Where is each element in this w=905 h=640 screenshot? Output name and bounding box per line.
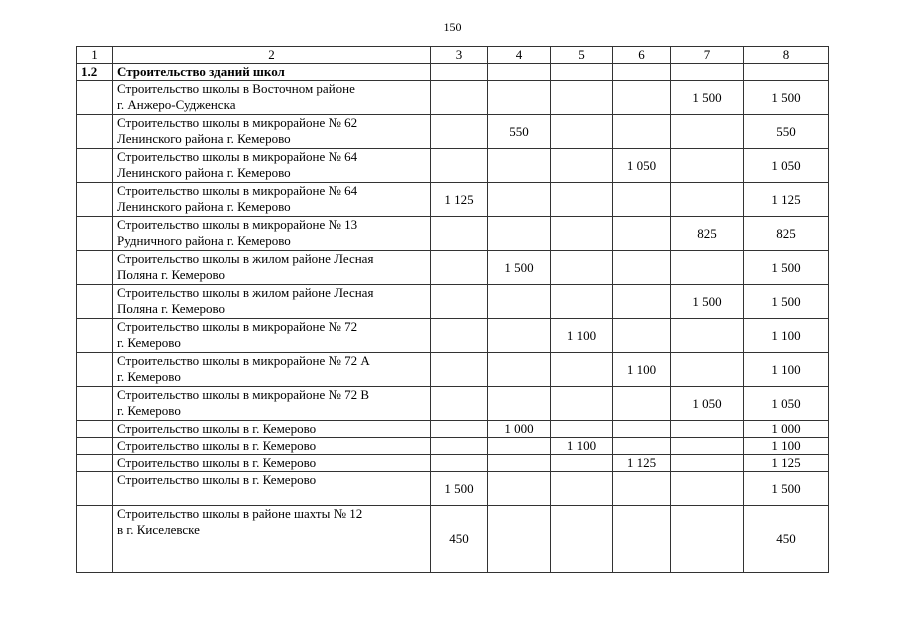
row-total: 825 <box>744 217 829 251</box>
table-row <box>77 319 829 353</box>
row-code-cell <box>77 455 113 472</box>
amount-cell <box>488 319 551 353</box>
amount-cell: 550 <box>488 115 551 149</box>
amount-cell <box>671 455 744 472</box>
amount-cell <box>431 285 488 319</box>
project-name: Строительство школы в микрорайоне № 64 Ленинского района г. Кемерово <box>113 183 431 217</box>
column-header: 7 <box>671 47 744 64</box>
section-code: 1.2 <box>77 64 113 81</box>
table-row <box>77 183 829 217</box>
amount-cell <box>613 115 671 149</box>
project-name: Строительство школы в микрорайоне № 72 А г. Кемерово <box>113 353 431 387</box>
project-name: Строительство школы в районе шахты № 12 в г. Киселевске <box>113 506 431 573</box>
section-row <box>77 64 829 81</box>
amount-cell: 1 100 <box>551 438 613 455</box>
amount-cell: 1 125 <box>613 455 671 472</box>
amount-cell <box>488 217 551 251</box>
amount-cell <box>488 353 551 387</box>
row-total: 1 500 <box>744 472 829 506</box>
row-code-cell <box>77 285 113 319</box>
column-header: 3 <box>431 47 488 64</box>
amount-cell <box>551 149 613 183</box>
amount-cell: 1 050 <box>671 387 744 421</box>
table-row <box>77 115 829 149</box>
amount-cell <box>613 438 671 455</box>
amount-cell <box>613 319 671 353</box>
amount-cell: 1 100 <box>613 353 671 387</box>
row-code-cell <box>77 353 113 387</box>
amount-cell <box>488 455 551 472</box>
column-header: 2 <box>113 47 431 64</box>
table-row <box>77 353 829 387</box>
amount-cell <box>488 81 551 115</box>
project-name: Строительство школы в г. Кемерово <box>113 421 431 438</box>
column-header: 6 <box>613 47 671 64</box>
amount-cell <box>551 353 613 387</box>
row-total: 550 <box>744 115 829 149</box>
column-header: 1 <box>77 47 113 64</box>
row-code-cell <box>77 387 113 421</box>
amount-cell <box>488 183 551 217</box>
row-total: 1 500 <box>744 285 829 319</box>
amount-cell <box>488 149 551 183</box>
amount-cell <box>671 353 744 387</box>
table-row <box>77 149 829 183</box>
header-row <box>77 47 829 64</box>
amount-cell <box>613 251 671 285</box>
amount-cell <box>613 285 671 319</box>
amount-cell <box>488 387 551 421</box>
project-name: Строительство школы в Восточном районе г. Анжеро-Судженска <box>113 81 431 115</box>
row-total: 1 500 <box>744 251 829 285</box>
amount-cell <box>551 217 613 251</box>
project-name: Строительство школы в г. Кемерово <box>113 472 431 506</box>
row-total: 1 500 <box>744 81 829 115</box>
project-name: Строительство школы в г. Кемерово <box>113 438 431 455</box>
table-row <box>77 387 829 421</box>
amount-cell <box>671 319 744 353</box>
amount-cell: 1 500 <box>431 472 488 506</box>
row-total: 1 100 <box>744 438 829 455</box>
amount-cell <box>551 251 613 285</box>
row-total: 1 125 <box>744 455 829 472</box>
amount-cell <box>488 285 551 319</box>
amount-cell <box>551 387 613 421</box>
amount-cell <box>551 455 613 472</box>
project-name: Строительство школы в микрорайоне № 64 Ленинского района г. Кемерово <box>113 149 431 183</box>
amount-cell <box>671 149 744 183</box>
table-row <box>77 217 829 251</box>
row-code-cell <box>77 319 113 353</box>
amount-cell <box>431 353 488 387</box>
row-code-cell <box>77 251 113 285</box>
amount-cell <box>551 285 613 319</box>
amount-cell <box>551 472 613 506</box>
amount-cell: 1 050 <box>613 149 671 183</box>
table-row <box>77 438 829 455</box>
amount-cell <box>671 183 744 217</box>
amount-cell <box>613 421 671 438</box>
amount-cell <box>551 421 613 438</box>
row-code-cell <box>77 115 113 149</box>
page-number: 150 <box>443 20 462 34</box>
row-code-cell <box>77 438 113 455</box>
amount-cell <box>488 472 551 506</box>
table-row <box>77 455 829 472</box>
row-total: 450 <box>744 506 829 573</box>
amount-cell <box>551 506 613 573</box>
column-header: 8 <box>744 47 829 64</box>
amount-cell <box>431 115 488 149</box>
amount-cell: 1 500 <box>671 81 744 115</box>
project-name: Строительство школы в микрорайоне № 72 г. Кемерово <box>113 319 431 353</box>
table-row <box>77 506 829 573</box>
amount-cell <box>551 183 613 217</box>
amount-cell: 1 100 <box>551 319 613 353</box>
row-code-cell <box>77 421 113 438</box>
row-total: 1 100 <box>744 353 829 387</box>
section-title: Строительство зданий школ <box>113 64 431 81</box>
amount-cell <box>431 251 488 285</box>
amount-cell <box>671 421 744 438</box>
table-row <box>77 81 829 115</box>
amount-cell: 450 <box>431 506 488 573</box>
amount-cell <box>671 251 744 285</box>
project-name: Строительство школы в г. Кемерово <box>113 455 431 472</box>
program-table <box>76 46 829 573</box>
amount-cell <box>671 438 744 455</box>
amount-cell <box>431 438 488 455</box>
amount-cell <box>488 506 551 573</box>
amount-cell <box>671 115 744 149</box>
amount-cell <box>431 149 488 183</box>
amount-cell <box>431 421 488 438</box>
amount-cell <box>431 387 488 421</box>
table-row <box>77 251 829 285</box>
amount-cell <box>671 472 744 506</box>
row-code-cell <box>77 149 113 183</box>
amount-cell: 825 <box>671 217 744 251</box>
row-code-cell <box>77 183 113 217</box>
row-code-cell <box>77 81 113 115</box>
amount-cell <box>431 319 488 353</box>
amount-cell <box>431 217 488 251</box>
row-total: 1 000 <box>744 421 829 438</box>
column-header: 5 <box>551 47 613 64</box>
row-total: 1 050 <box>744 387 829 421</box>
amount-cell <box>671 506 744 573</box>
project-name: Строительство школы в жилом районе Лесная Поляна г. Кемерово <box>113 251 431 285</box>
amount-cell <box>551 81 613 115</box>
row-total: 1 125 <box>744 183 829 217</box>
row-total: 1 100 <box>744 319 829 353</box>
amount-cell <box>613 506 671 573</box>
project-name: Строительство школы в микрорайоне № 72 В г. Кемерово <box>113 387 431 421</box>
amount-cell: 1 125 <box>431 183 488 217</box>
amount-cell <box>613 472 671 506</box>
amount-cell: 1 500 <box>671 285 744 319</box>
amount-cell <box>613 81 671 115</box>
column-header: 4 <box>488 47 551 64</box>
row-code-cell <box>77 472 113 506</box>
amount-cell: 1 500 <box>488 251 551 285</box>
project-name: Строительство школы в микрорайоне № 13 Рудничного района г. Кемерово <box>113 217 431 251</box>
table-row <box>77 472 829 506</box>
amount-cell <box>613 183 671 217</box>
row-code-cell <box>77 217 113 251</box>
row-code-cell <box>77 506 113 573</box>
project-name: Строительство школы в микрорайоне № 62 Ленинского района г. Кемерово <box>113 115 431 149</box>
amount-cell <box>431 455 488 472</box>
amount-cell <box>551 115 613 149</box>
project-name: Строительство школы в жилом районе Лесная Поляна г. Кемерово <box>113 285 431 319</box>
table-row <box>77 421 829 438</box>
amount-cell <box>613 217 671 251</box>
amount-cell: 1 000 <box>488 421 551 438</box>
amount-cell <box>488 438 551 455</box>
table-row <box>77 285 829 319</box>
row-total: 1 050 <box>744 149 829 183</box>
amount-cell <box>431 81 488 115</box>
amount-cell <box>613 387 671 421</box>
